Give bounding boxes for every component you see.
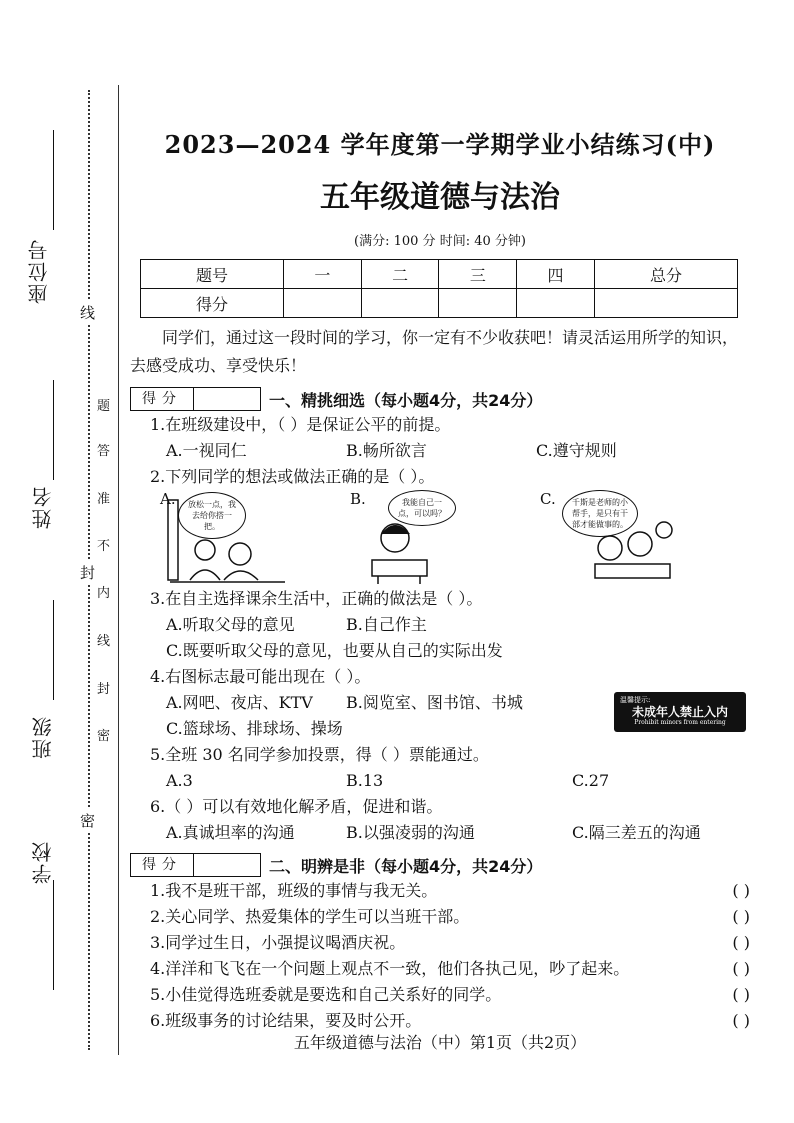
warning-char: 封	[97, 682, 111, 697]
warning-char: 答	[97, 444, 111, 459]
section-score-input[interactable]	[194, 854, 260, 876]
warning-char: 准	[97, 492, 111, 507]
question-2: 2.下列同学的想法或做法正确的是（ ）。	[150, 467, 435, 486]
seal-word: 封	[80, 560, 95, 585]
line-word: 线	[80, 300, 95, 325]
tf-text: 1.我不是班干部，班级的事情与我无关。	[150, 881, 438, 900]
sign-en-text: Prohibit minors from entering	[634, 719, 726, 726]
tf-item-2	[150, 904, 750, 930]
table-cell: 题号	[141, 260, 284, 289]
exam-meta: (满分: 100 分 时间: 40 分钟)	[354, 234, 526, 249]
sign-main-text: 未成年人禁止入内	[631, 705, 728, 719]
table-row	[141, 289, 738, 318]
option[interactable]: C.篮球场、排球场、操场	[166, 719, 343, 738]
name-label: 姓名	[31, 485, 55, 529]
question-4: 4.右图标志最可能出现在（ ）。	[150, 667, 371, 686]
section-score-box	[130, 853, 261, 877]
section-score-label: 得分	[131, 388, 194, 410]
score-table	[140, 259, 738, 318]
option[interactable]: A.一视同仁	[166, 441, 247, 460]
answer-parens[interactable]: ( )	[732, 985, 750, 1004]
option[interactable]: B.13	[346, 771, 384, 790]
tf-text: 5.小佳觉得选班委就是要选和自己关系好的同学。	[150, 985, 502, 1004]
question-3-options	[166, 612, 750, 638]
section1-header	[130, 386, 750, 412]
question-3-option-c	[166, 638, 750, 664]
picture-b[interactable]	[350, 490, 540, 586]
intro-text: 同学们，通过这一段时间的学习，你一定有不少收获吧！请灵活运用所学的知识，去感受成功、享受快乐！	[130, 328, 739, 375]
class-line	[53, 600, 54, 700]
score-input-cell[interactable]	[284, 289, 362, 318]
cartoon-students-icon	[160, 490, 290, 586]
cartoon-student-desk-icon	[350, 490, 480, 586]
option: A.	[160, 490, 176, 508]
speech-bubble: 千斯是老师的小帮手，是只有干部才能做事的。	[562, 490, 638, 537]
answer-parens[interactable]: ( )	[732, 1011, 750, 1030]
option[interactable]: C.27	[572, 771, 610, 790]
margin-rule	[118, 85, 119, 1055]
option[interactable]: A.听取父母的意见	[166, 615, 295, 634]
tf-text: 3.同学过生日，小强提议喝酒庆祝。	[150, 933, 406, 952]
no-minors-sign	[614, 692, 746, 732]
question-2-pictures	[160, 490, 750, 586]
tf-item-1	[150, 878, 750, 904]
question-3: 3.在自主选择课余生活中，正确的做法是（ ）。	[150, 589, 483, 608]
table-cell: 总分	[594, 260, 737, 289]
exam-content	[130, 125, 750, 1034]
table-row	[141, 260, 738, 289]
section-score-box	[130, 387, 261, 411]
score-input-cell[interactable]	[439, 289, 517, 318]
section-score-label: 得分	[131, 854, 194, 876]
answer-parens[interactable]: ( )	[732, 881, 750, 900]
table-cell: 三	[439, 260, 517, 289]
exam-title: 2023—2024 学年度第一学期学业小结练习(中)	[164, 130, 716, 159]
warning-char: 不	[97, 539, 111, 554]
section1-title: 一、精挑细选（每小题4分，共24分）	[269, 390, 543, 410]
warning-char: 线	[97, 634, 111, 649]
option[interactable]: B.阅览室、图书馆、书城	[346, 693, 523, 712]
score-input-cell[interactable]	[361, 289, 439, 318]
warning-char: 题	[97, 399, 111, 414]
question-4-block	[130, 664, 750, 742]
page-footer: 五年级道德与法治（中）第1页（共2页）	[293, 1033, 587, 1052]
answer-parens[interactable]: ( )	[732, 959, 750, 978]
tf-item-3	[150, 930, 750, 956]
option[interactable]: B.畅所欲言	[346, 441, 427, 460]
option[interactable]: B.以强凌弱的沟通	[346, 823, 475, 842]
option[interactable]: C.既要听取父母的意见，也要从自己的实际出发	[166, 641, 503, 660]
warning-char: 密	[97, 729, 111, 744]
score-input-cell[interactable]	[594, 289, 737, 318]
speech-bubble: 我能自己一点，可以吗？	[388, 490, 456, 526]
speech-bubble: 放松一点，我去给你搭一把。	[178, 492, 246, 539]
tf-text: 2.关心同学、热爱集体的学生可以当班干部。	[150, 907, 470, 926]
question-1-options	[166, 438, 750, 464]
tf-item-5	[150, 982, 750, 1008]
table-cell: 得分	[141, 289, 284, 318]
picture-a[interactable]	[160, 490, 350, 586]
question-6: 6.（ ）可以有效地化解矛盾，促进和谐。	[150, 797, 443, 816]
seat-line	[53, 130, 54, 230]
section2-title: 二、明辨是非（每小题4分，共24分）	[269, 856, 543, 876]
option[interactable]: C.隔三差五的沟通	[572, 823, 701, 842]
answer-parens[interactable]: ( )	[732, 907, 750, 926]
tf-text: 4.洋洋和飞飞在一个问题上观点不一致，他们各执己见，吵了起来。	[150, 959, 630, 978]
option[interactable]: A.3	[166, 771, 193, 790]
warning-char: 内	[97, 586, 111, 601]
section2-header	[130, 852, 750, 878]
option[interactable]: A.真诚坦率的沟通	[166, 823, 295, 842]
question-6-options	[166, 820, 750, 846]
secret-word: 密	[80, 808, 95, 833]
school-line	[53, 880, 54, 990]
option[interactable]: C.遵守规则	[536, 441, 617, 460]
exam-subtitle: 五年级道德与法治	[320, 180, 560, 215]
cartoon-class-helper-icon	[540, 490, 690, 586]
option: C.	[540, 490, 556, 508]
tf-item-4	[150, 956, 750, 982]
section-score-input[interactable]	[194, 388, 260, 410]
sign-top-text: 温馨提示:	[620, 696, 651, 704]
option: B.	[350, 490, 366, 508]
question-5-options	[166, 768, 750, 794]
question-1: 1.在班级建设中，（ ）是保证公平的前提。	[150, 415, 451, 434]
question-5: 5.全班 30 名同学参加投票，得（ ）票能通过。	[150, 745, 489, 764]
table-cell: 四	[517, 260, 595, 289]
seat-label: 座位号	[27, 238, 51, 304]
score-input-cell[interactable]	[517, 289, 595, 318]
table-cell: 二	[361, 260, 439, 289]
answer-parens[interactable]: ( )	[732, 933, 750, 952]
option[interactable]: B.自己作主	[346, 615, 427, 634]
picture-c[interactable]	[540, 490, 740, 586]
tf-text: 6.班级事务的讨论结果，要及时公开。	[150, 1011, 422, 1030]
table-cell: 一	[284, 260, 362, 289]
option[interactable]: A.网吧、夜店、KTV	[166, 693, 313, 712]
name-line	[53, 380, 54, 480]
class-label: 班级	[31, 715, 55, 759]
school-label: 学校	[31, 840, 55, 884]
